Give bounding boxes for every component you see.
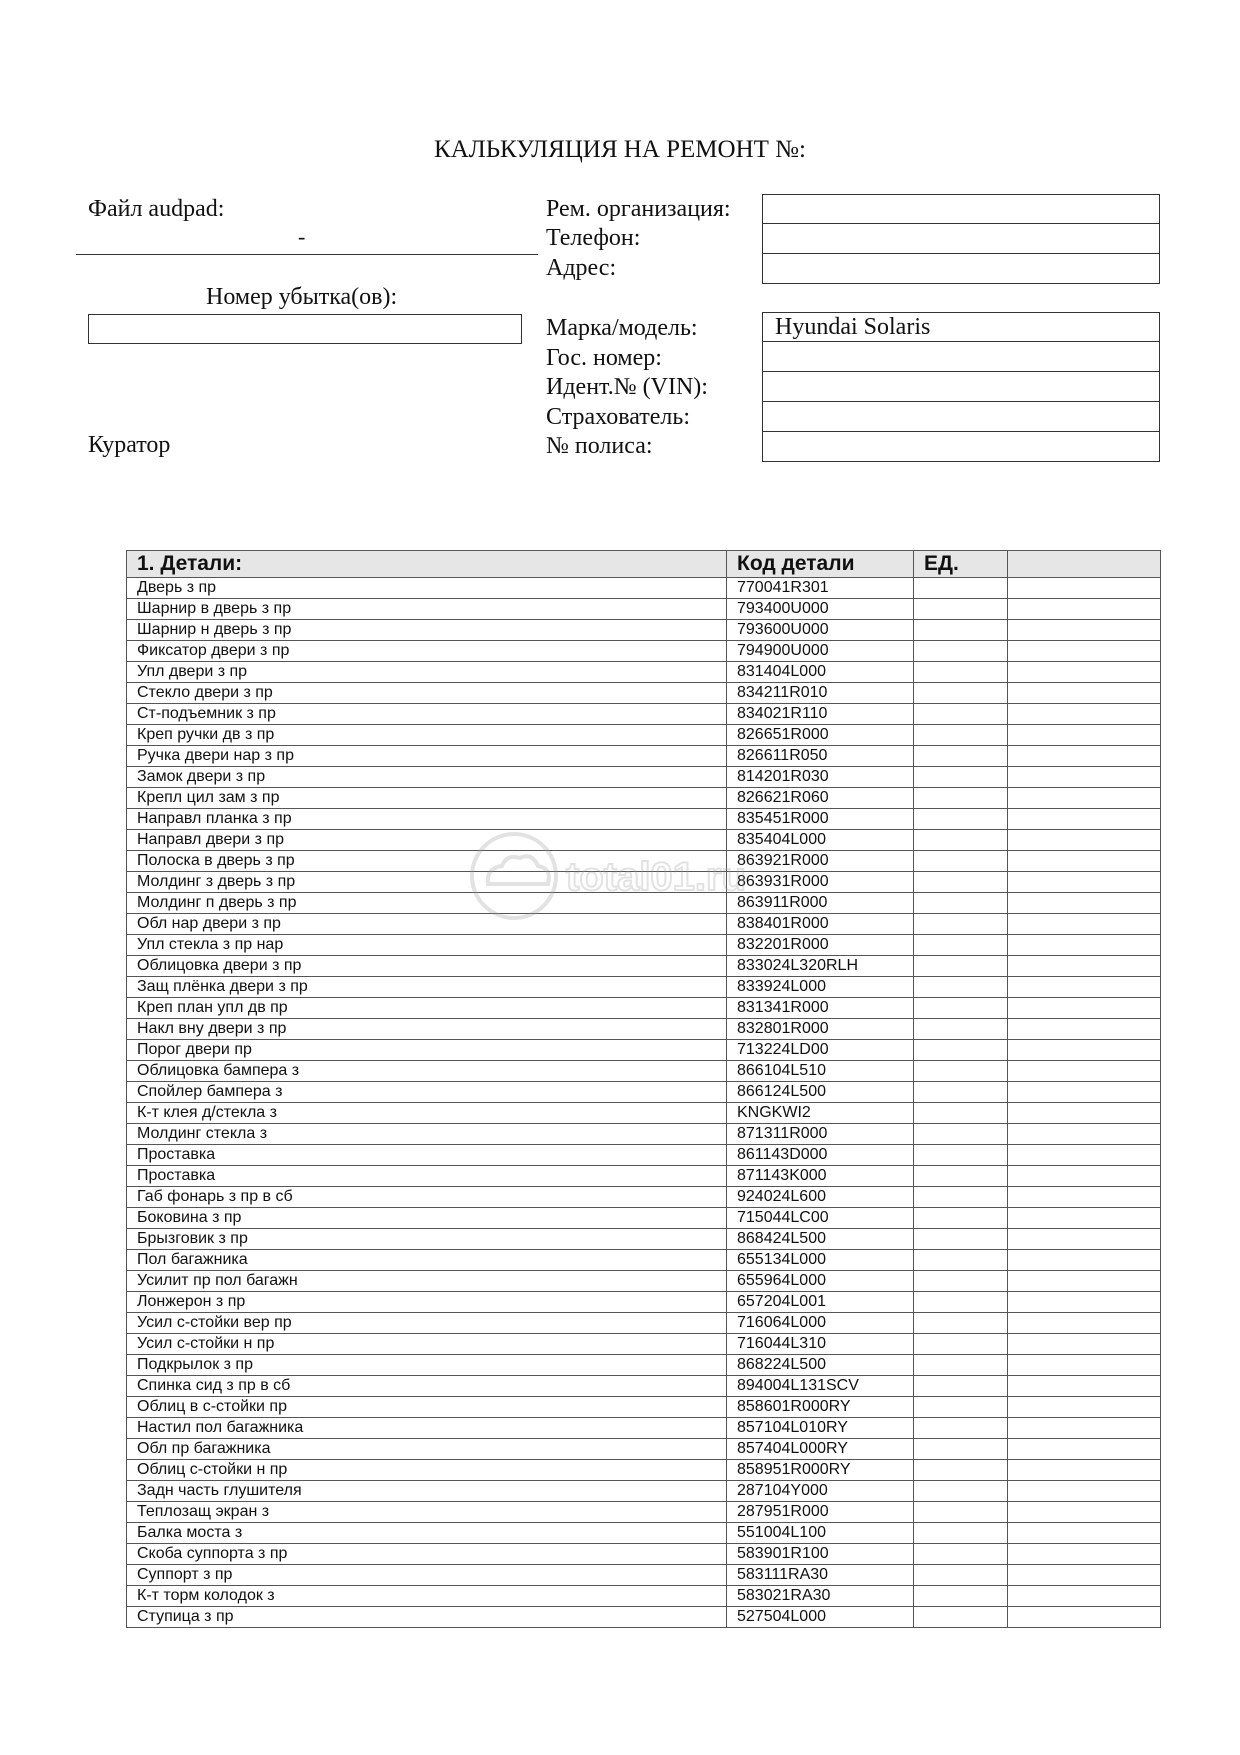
part-code-cell: 857404L000RY xyxy=(727,1439,914,1460)
table-row xyxy=(127,767,1161,788)
extra-cell xyxy=(1008,1418,1161,1439)
table-row xyxy=(127,1040,1161,1061)
table-row xyxy=(127,1292,1161,1313)
part-name-cell: Креп ручки дв з пр xyxy=(127,725,727,746)
unit-cell xyxy=(914,788,1008,809)
part-name-cell: Защ плёнка двери з пр xyxy=(127,977,727,998)
part-name-cell: Облиц в с-стойки пр xyxy=(127,1397,727,1418)
extra-cell xyxy=(1008,578,1161,599)
extra-cell xyxy=(1008,1124,1161,1145)
part-name-cell: Спинка сид з пр в сб xyxy=(127,1376,727,1397)
extra-cell xyxy=(1008,1355,1161,1376)
unit-cell xyxy=(914,1523,1008,1544)
part-code-cell: 770041R301 xyxy=(727,578,914,599)
extra-cell xyxy=(1008,746,1161,767)
repair-org-field[interactable] xyxy=(762,194,1160,224)
part-name-cell: Шарнир н дверь з пр xyxy=(127,620,727,641)
extra-cell xyxy=(1008,1061,1161,1082)
extra-cell xyxy=(1008,641,1161,662)
unit-cell xyxy=(914,1166,1008,1187)
unit-cell xyxy=(914,1607,1008,1628)
part-code-cell: 826621R060 xyxy=(727,788,914,809)
unit-cell xyxy=(914,1544,1008,1565)
part-code-cell: 832801R000 xyxy=(727,1019,914,1040)
parts-table-body xyxy=(127,578,1161,1628)
extra-cell xyxy=(1008,1103,1161,1124)
part-name-cell: Направл планка з пр xyxy=(127,809,727,830)
unit-cell xyxy=(914,1040,1008,1061)
table-row xyxy=(127,1586,1161,1607)
extra-cell xyxy=(1008,1523,1161,1544)
extra-cell xyxy=(1008,998,1161,1019)
part-code-cell: 831341R000 xyxy=(727,998,914,1019)
part-name-cell: Обл нар двери з пр xyxy=(127,914,727,935)
table-row xyxy=(127,1166,1161,1187)
part-code-cell: 857104L010RY xyxy=(727,1418,914,1439)
make-model-label: Марка/модель: xyxy=(546,315,698,341)
extra-cell xyxy=(1008,977,1161,998)
table-row xyxy=(127,746,1161,767)
unit-cell xyxy=(914,977,1008,998)
table-row xyxy=(127,935,1161,956)
phone-label: Телефон: xyxy=(546,225,641,251)
table-row xyxy=(127,1607,1161,1628)
unit-cell xyxy=(914,1481,1008,1502)
part-name-cell: Скоба суппорта з пр xyxy=(127,1544,727,1565)
unit-cell xyxy=(914,662,1008,683)
unit-cell xyxy=(914,1376,1008,1397)
part-code-cell: 833924L000 xyxy=(727,977,914,998)
part-name-cell: Задн часть глушителя xyxy=(127,1481,727,1502)
header-part-code: Код детали xyxy=(727,551,914,578)
table-row xyxy=(127,1145,1161,1166)
table-row xyxy=(127,725,1161,746)
table-row xyxy=(127,1481,1161,1502)
parts-table xyxy=(126,550,1161,1628)
part-name-cell: Габ фонарь з пр в сб xyxy=(127,1187,727,1208)
extra-cell xyxy=(1008,872,1161,893)
plate-field[interactable] xyxy=(762,342,1160,372)
unit-cell xyxy=(914,1439,1008,1460)
part-code-cell: 894004L131SCV xyxy=(727,1376,914,1397)
part-code-cell: 793600U000 xyxy=(727,620,914,641)
file-underline xyxy=(76,254,538,255)
table-row xyxy=(127,1061,1161,1082)
unit-cell xyxy=(914,1229,1008,1250)
table-row xyxy=(127,956,1161,977)
part-code-cell: 858951R000RY xyxy=(727,1460,914,1481)
loss-number-field[interactable] xyxy=(88,314,522,344)
part-code-cell: 655134L000 xyxy=(727,1250,914,1271)
unit-cell xyxy=(914,998,1008,1019)
unit-cell xyxy=(914,872,1008,893)
part-code-cell: 863931R000 xyxy=(727,872,914,893)
extra-cell xyxy=(1008,1019,1161,1040)
extra-cell xyxy=(1008,1145,1161,1166)
part-code-cell: 871143K000 xyxy=(727,1166,914,1187)
table-row xyxy=(127,1418,1161,1439)
unit-cell xyxy=(914,1586,1008,1607)
part-name-cell: Молдинг з дверь з пр xyxy=(127,872,727,893)
part-code-cell: 715044LC00 xyxy=(727,1208,914,1229)
part-code-cell: 863921R000 xyxy=(727,851,914,872)
table-row xyxy=(127,1376,1161,1397)
extra-cell xyxy=(1008,1292,1161,1313)
part-name-cell: Накл вну двери з пр xyxy=(127,1019,727,1040)
repair-org-label: Рем. организация: xyxy=(546,196,731,222)
unit-cell xyxy=(914,1460,1008,1481)
extra-cell xyxy=(1008,1271,1161,1292)
table-row xyxy=(127,1187,1161,1208)
part-code-cell: 866104L510 xyxy=(727,1061,914,1082)
document-title: КАЛЬКУЛЯЦИЯ НА РЕМОНТ №: xyxy=(434,136,806,163)
table-row xyxy=(127,1355,1161,1376)
table-row xyxy=(127,1229,1161,1250)
table-row xyxy=(127,1019,1161,1040)
table-row xyxy=(127,1439,1161,1460)
part-name-cell: Фиксатор двери з пр xyxy=(127,641,727,662)
part-code-cell: 861143D000 xyxy=(727,1145,914,1166)
extra-cell xyxy=(1008,1565,1161,1586)
unit-cell xyxy=(914,1502,1008,1523)
part-code-cell: 833024L320RLH xyxy=(727,956,914,977)
table-row xyxy=(127,599,1161,620)
unit-cell xyxy=(914,620,1008,641)
table-row xyxy=(127,830,1161,851)
part-name-cell: Спойлер бампера з xyxy=(127,1082,727,1103)
unit-cell xyxy=(914,1565,1008,1586)
table-row xyxy=(127,788,1161,809)
table-row xyxy=(127,1208,1161,1229)
part-name-cell: Молдинг стекла з xyxy=(127,1124,727,1145)
extra-cell xyxy=(1008,1082,1161,1103)
extra-cell xyxy=(1008,1250,1161,1271)
extra-cell xyxy=(1008,1397,1161,1418)
extra-cell xyxy=(1008,599,1161,620)
extra-cell xyxy=(1008,914,1161,935)
part-name-cell: Упл стекла з пр нар xyxy=(127,935,727,956)
unit-cell xyxy=(914,1187,1008,1208)
unit-cell xyxy=(914,704,1008,725)
table-row xyxy=(127,872,1161,893)
part-code-cell: 834211R010 xyxy=(727,683,914,704)
part-name-cell: Настил пол багажника xyxy=(127,1418,727,1439)
unit-cell xyxy=(914,1292,1008,1313)
unit-cell xyxy=(914,893,1008,914)
part-name-cell: Подкрылок з пр xyxy=(127,1355,727,1376)
extra-cell xyxy=(1008,1229,1161,1250)
policy-label: № полиса: xyxy=(546,433,653,459)
part-name-cell: Усилит пр пол багажн xyxy=(127,1271,727,1292)
extra-cell xyxy=(1008,704,1161,725)
unit-cell xyxy=(914,683,1008,704)
insured-label: Страхователь: xyxy=(546,404,690,430)
part-code-cell: 866124L500 xyxy=(727,1082,914,1103)
table-row xyxy=(127,1271,1161,1292)
table-row xyxy=(127,914,1161,935)
insured-field[interactable] xyxy=(762,402,1160,432)
table-row xyxy=(127,1334,1161,1355)
watermark-text: total01.ru xyxy=(566,855,747,899)
part-name-cell: Ст-подъемник з пр xyxy=(127,704,727,725)
part-name-cell: Пол багажника xyxy=(127,1250,727,1271)
part-name-cell: Полоска в дверь з пр xyxy=(127,851,727,872)
extra-cell xyxy=(1008,1334,1161,1355)
vin-field[interactable] xyxy=(762,372,1160,402)
part-code-cell: 551004L100 xyxy=(727,1523,914,1544)
table-row xyxy=(127,1565,1161,1586)
extra-cell xyxy=(1008,620,1161,641)
table-row xyxy=(127,662,1161,683)
part-code-cell: 655964L000 xyxy=(727,1271,914,1292)
unit-cell xyxy=(914,578,1008,599)
part-name-cell: Молдинг п дверь з пр xyxy=(127,893,727,914)
table-row xyxy=(127,998,1161,1019)
part-code-cell: 835404L000 xyxy=(727,830,914,851)
unit-cell xyxy=(914,1397,1008,1418)
part-code-cell: 871311R000 xyxy=(727,1124,914,1145)
extra-cell xyxy=(1008,725,1161,746)
parts-header-row xyxy=(127,551,1161,578)
table-row xyxy=(127,620,1161,641)
table-row xyxy=(127,1250,1161,1271)
part-code-cell: 838401R000 xyxy=(727,914,914,935)
table-row xyxy=(127,641,1161,662)
part-name-cell: Ручка двери нар з пр xyxy=(127,746,727,767)
part-name-cell: Лонжерон з пр xyxy=(127,1292,727,1313)
unit-cell xyxy=(914,599,1008,620)
extra-cell xyxy=(1008,1481,1161,1502)
part-code-cell: 924024L600 xyxy=(727,1187,914,1208)
part-name-cell: Балка моста з xyxy=(127,1523,727,1544)
part-code-cell: 868424L500 xyxy=(727,1229,914,1250)
extra-cell xyxy=(1008,1208,1161,1229)
unit-cell xyxy=(914,914,1008,935)
phone-field[interactable] xyxy=(762,224,1160,254)
part-name-cell: К-т торм колодок з xyxy=(127,1586,727,1607)
header-parts: 1. Детали: xyxy=(127,551,727,578)
file-label: Файл audpad: xyxy=(88,196,225,222)
unit-cell xyxy=(914,746,1008,767)
extra-cell xyxy=(1008,851,1161,872)
unit-cell xyxy=(914,1061,1008,1082)
part-name-cell: Облицовка двери з пр xyxy=(127,956,727,977)
table-row xyxy=(127,809,1161,830)
table-row xyxy=(127,1523,1161,1544)
part-code-cell: 868224L500 xyxy=(727,1355,914,1376)
extra-cell xyxy=(1008,1502,1161,1523)
extra-cell xyxy=(1008,1544,1161,1565)
address-field[interactable] xyxy=(762,254,1160,284)
unit-cell xyxy=(914,767,1008,788)
policy-field[interactable] xyxy=(762,432,1160,462)
curator-label: Куратор xyxy=(88,432,171,458)
unit-cell xyxy=(914,1019,1008,1040)
part-name-cell: Ступица з пр xyxy=(127,1607,727,1628)
part-name-cell: Облицовка бампера з xyxy=(127,1061,727,1082)
part-code-cell: 657204L001 xyxy=(727,1292,914,1313)
part-name-cell: Усил с-стойки вер пр xyxy=(127,1313,727,1334)
address-label: Адрес: xyxy=(546,255,617,281)
unit-cell xyxy=(914,1355,1008,1376)
part-code-cell: KNGKWI2 xyxy=(727,1103,914,1124)
unit-cell xyxy=(914,809,1008,830)
unit-cell xyxy=(914,1418,1008,1439)
vehicle-fields xyxy=(762,312,1160,462)
part-code-cell: 287951R000 xyxy=(727,1502,914,1523)
unit-cell xyxy=(914,1124,1008,1145)
part-name-cell: Усил с-стойки н пр xyxy=(127,1334,727,1355)
part-code-cell: 858601R000RY xyxy=(727,1397,914,1418)
unit-cell xyxy=(914,725,1008,746)
part-code-cell: 583021RA30 xyxy=(727,1586,914,1607)
unit-cell xyxy=(914,956,1008,977)
part-code-cell: 814201R030 xyxy=(727,767,914,788)
part-name-cell: Креп план упл дв пр xyxy=(127,998,727,1019)
part-name-cell: Брызговик з пр xyxy=(127,1229,727,1250)
part-code-cell: 583111RA30 xyxy=(727,1565,914,1586)
extra-cell xyxy=(1008,1187,1161,1208)
part-name-cell: Суппорт з пр xyxy=(127,1565,727,1586)
extra-cell xyxy=(1008,1460,1161,1481)
unit-cell xyxy=(914,1103,1008,1124)
extra-cell xyxy=(1008,1166,1161,1187)
make-model-field[interactable]: Hyundai Solaris xyxy=(762,312,1160,342)
part-code-cell: 863911R000 xyxy=(727,893,914,914)
part-name-cell: Проставка xyxy=(127,1166,727,1187)
extra-cell xyxy=(1008,767,1161,788)
extra-cell xyxy=(1008,1040,1161,1061)
table-row xyxy=(127,1082,1161,1103)
extra-cell xyxy=(1008,1586,1161,1607)
part-code-cell: 835451R000 xyxy=(727,809,914,830)
unit-cell xyxy=(914,1208,1008,1229)
extra-cell xyxy=(1008,1313,1161,1334)
loss-number-label: Номер убытка(ов): xyxy=(206,284,398,310)
part-code-cell: 794900U000 xyxy=(727,641,914,662)
part-name-cell: Обл пр багажника xyxy=(127,1439,727,1460)
header-extra xyxy=(1008,551,1161,578)
vin-label: Идент.№ (VIN): xyxy=(546,374,708,400)
part-code-cell: 527504L000 xyxy=(727,1607,914,1628)
part-name-cell: Шарнир в дверь з пр xyxy=(127,599,727,620)
part-name-cell: Замок двери з пр xyxy=(127,767,727,788)
part-code-cell: 287104Y000 xyxy=(727,1481,914,1502)
extra-cell xyxy=(1008,935,1161,956)
table-row xyxy=(127,977,1161,998)
unit-cell xyxy=(914,935,1008,956)
part-code-cell: 831404L000 xyxy=(727,662,914,683)
extra-cell xyxy=(1008,788,1161,809)
part-code-cell: 834021R110 xyxy=(727,704,914,725)
plate-label: Гос. номер: xyxy=(546,345,662,371)
part-name-cell: Упл двери з пр xyxy=(127,662,727,683)
part-name-cell: Направл двери з пр xyxy=(127,830,727,851)
table-row xyxy=(127,851,1161,872)
unit-cell xyxy=(914,1334,1008,1355)
part-name-cell: Порог двери пр xyxy=(127,1040,727,1061)
table-row xyxy=(127,1124,1161,1145)
part-code-cell: 826611R050 xyxy=(727,746,914,767)
extra-cell xyxy=(1008,956,1161,977)
extra-cell xyxy=(1008,662,1161,683)
part-code-cell: 793400U000 xyxy=(727,599,914,620)
table-row xyxy=(127,704,1161,725)
part-name-cell: Крепл цил зам з пр xyxy=(127,788,727,809)
part-name-cell: Боковина з пр xyxy=(127,1208,727,1229)
extra-cell xyxy=(1008,809,1161,830)
part-name-cell: Теплозащ экран з xyxy=(127,1502,727,1523)
unit-cell xyxy=(914,851,1008,872)
table-row xyxy=(127,1313,1161,1334)
part-name-cell: Дверь з пр xyxy=(127,578,727,599)
part-code-cell: 583901R100 xyxy=(727,1544,914,1565)
file-value: - xyxy=(298,224,306,249)
part-code-cell: 716044L310 xyxy=(727,1334,914,1355)
part-name-cell: Проставка xyxy=(127,1145,727,1166)
unit-cell xyxy=(914,830,1008,851)
part-code-cell: 826651R000 xyxy=(727,725,914,746)
extra-cell xyxy=(1008,1607,1161,1628)
extra-cell xyxy=(1008,1439,1161,1460)
unit-cell xyxy=(914,1145,1008,1166)
part-name-cell: Стекло двери з пр xyxy=(127,683,727,704)
part-code-cell: 716064L000 xyxy=(727,1313,914,1334)
header-unit: ЕД. xyxy=(914,551,1008,578)
part-name-cell: Облиц с-стойки н пр xyxy=(127,1460,727,1481)
unit-cell xyxy=(914,1271,1008,1292)
extra-cell xyxy=(1008,1376,1161,1397)
part-code-cell: 832201R000 xyxy=(727,935,914,956)
part-name-cell: К-т клея д/стекла з xyxy=(127,1103,727,1124)
table-row xyxy=(127,1544,1161,1565)
table-row xyxy=(127,893,1161,914)
unit-cell xyxy=(914,641,1008,662)
extra-cell xyxy=(1008,683,1161,704)
table-row xyxy=(127,1502,1161,1523)
unit-cell xyxy=(914,1313,1008,1334)
table-row xyxy=(127,683,1161,704)
repair-fields xyxy=(762,194,1160,284)
extra-cell xyxy=(1008,893,1161,914)
unit-cell xyxy=(914,1250,1008,1271)
table-row xyxy=(127,1397,1161,1418)
unit-cell xyxy=(914,1082,1008,1103)
table-row xyxy=(127,1103,1161,1124)
extra-cell xyxy=(1008,830,1161,851)
part-code-cell: 713224LD00 xyxy=(727,1040,914,1061)
table-row xyxy=(127,1460,1161,1481)
table-row xyxy=(127,578,1161,599)
